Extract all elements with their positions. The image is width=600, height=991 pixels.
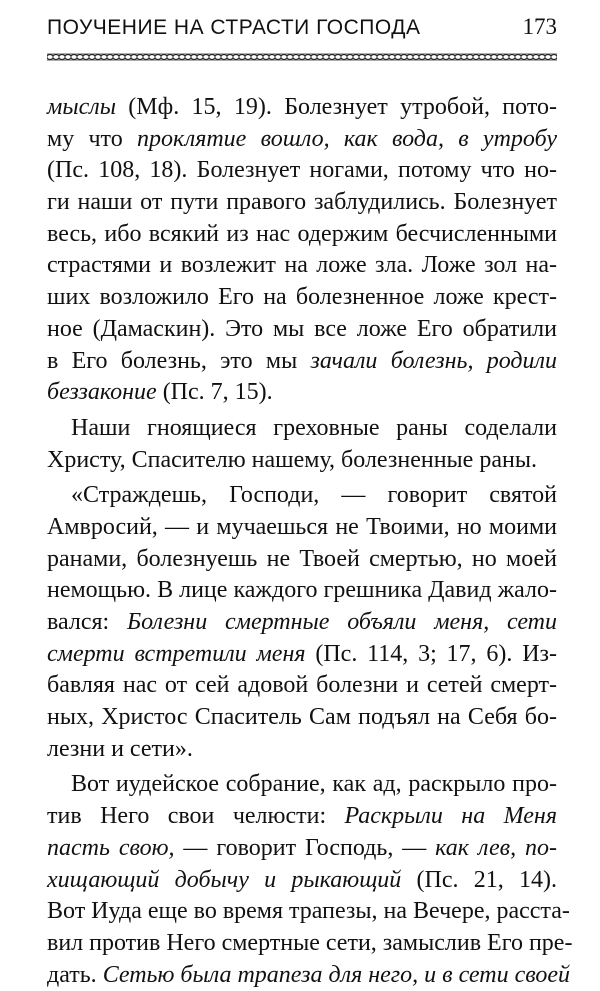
italic-run: мыслы (47, 94, 116, 120)
text-line (47, 960, 570, 991)
text-run: лезни и сети». (47, 735, 193, 762)
text-run: (Мф. 15, 19). Болезнует утробой, пото- (115, 94, 557, 120)
running-title: ПОУЧЕНИЕ НА СТРАСТИ ГОСПОДА (47, 16, 421, 39)
text-line (47, 896, 570, 928)
italic-run: Раскрыли на Меня (344, 803, 557, 830)
italic-run: проклятие вошло, как вода, в утробу (137, 125, 558, 152)
text-line (47, 575, 557, 607)
text-run: (Пс. 108, 18). Болезнует ногами, потому что но- (47, 157, 557, 184)
text-run: ное (Дамаскин). Это мы все ложе Его обратили (47, 315, 557, 342)
text-line (47, 670, 557, 702)
text-run: Вот Иуда еще во время трапезы, на Вечере, расста- (47, 898, 570, 925)
italic-run: пасть свою, (47, 834, 175, 861)
text-run: ранами, болезнуешь не Твоей смертью, но моей (47, 545, 557, 572)
italic-run: хищающий добычу и рыкающий (47, 866, 402, 893)
text-run: бавляя нас от сей адовой болезни и сетей смерт- (47, 672, 557, 699)
text-line (47, 346, 557, 378)
text-line (47, 607, 557, 639)
text-run: страстями и возлежит на ложе зла. Ложе зол на- (47, 252, 557, 279)
text-line (47, 801, 557, 833)
ornamental-rule (47, 52, 557, 62)
text-run: весь, ибо всякий из нас одержим бесчисленными (47, 220, 557, 247)
text-line (47, 413, 557, 445)
text-run: тив Него свои челюсти: (47, 803, 345, 830)
text-line (47, 282, 557, 314)
italic-run: как лев, по- (435, 834, 557, 861)
text-line (47, 155, 557, 187)
text-line (47, 928, 573, 960)
text-run: «Страждешь, Господи, — говорит святой (71, 482, 557, 509)
text-run: ных, Христос Спаситель Сам подъял на Себя бо- (47, 704, 557, 731)
text-run: немощью. В лице каждого грешника Давид жало- (47, 577, 557, 604)
text-line (47, 219, 557, 251)
text-line (47, 377, 557, 409)
running-head (47, 12, 557, 46)
text-run: (Пс. 114, 3; 17, 6). Из- (305, 640, 557, 667)
italic-run: смерти встретили меня (47, 640, 306, 667)
text-run: Вот иудейское собрание, как ад, раскрыло про- (71, 771, 557, 798)
text-line (47, 480, 557, 512)
text-line (47, 544, 557, 576)
text-line (47, 124, 557, 156)
text-run: дать. (47, 961, 103, 988)
text-run: вался: (47, 609, 127, 635)
text-run: Христу, Спасителю нашему, болезненные раны. (47, 446, 537, 473)
text-run: (Пс. 21, 14). (401, 866, 558, 893)
text-line (47, 187, 557, 219)
text-line (47, 639, 557, 671)
text-line (47, 250, 557, 282)
body-text (47, 92, 573, 991)
page-number: 173 (522, 14, 557, 39)
text-line (47, 92, 557, 124)
text-run: му что (47, 125, 138, 152)
text-line (47, 314, 557, 346)
text-run: ших возложило Его на болезненное ложе крест- (47, 284, 557, 311)
text-line (47, 702, 557, 734)
text-line (47, 445, 557, 477)
text-run: Амвросий, — и мучаешься не Твоими, но моими (47, 513, 557, 540)
text-run: в Его болезнь, это мы (47, 347, 311, 374)
text-run: вил против Него смертные сети, замыслив Его пре- (47, 929, 573, 956)
italic-run: зачали болезнь, родили (310, 347, 558, 374)
italic-run: Сетью была трапеза для него, и в сети своей (102, 961, 570, 988)
text-run: (Пс. 7, 15). (156, 379, 273, 406)
text-line (47, 865, 557, 897)
text-line (47, 512, 557, 544)
italic-run: беззаконие (47, 379, 157, 406)
italic-run: Болезни смертные объяли меня, сети (126, 609, 557, 635)
text-line (47, 833, 557, 865)
text-run: Наши гноящиеся греховные раны соделали (71, 414, 557, 441)
text-line (47, 769, 557, 801)
text-run: ги наши от пути правого заблудились. Болезнует (47, 189, 557, 216)
text-line (47, 734, 557, 766)
text-run: — говорит Господь, — (174, 834, 436, 861)
